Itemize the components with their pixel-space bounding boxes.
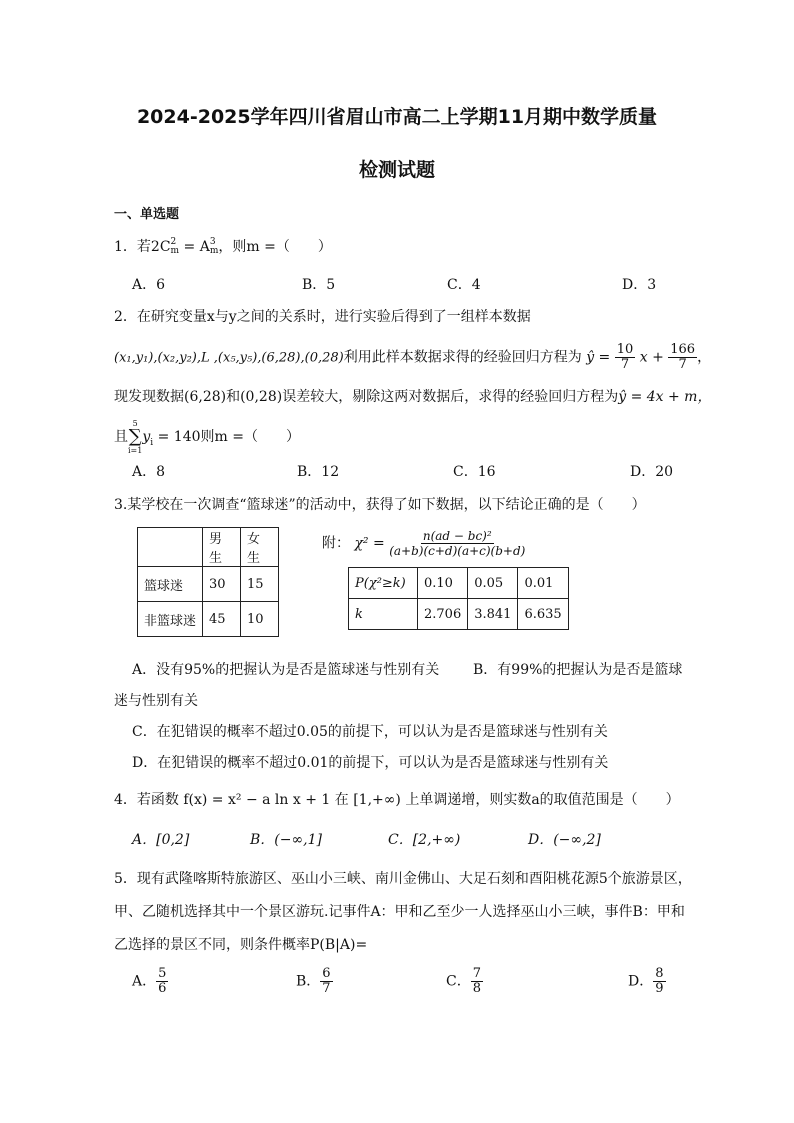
title-line-2: 检测试题 bbox=[358, 159, 435, 181]
q1-option-b: B．5 bbox=[302, 277, 336, 293]
q3-option-c: C．在犯错误的概率不超过0.05的前提下，可以认为是否是篮球迷与性别有关 bbox=[132, 724, 608, 740]
q3-chi-formula: 附： χ² = $\frac{\text{n(ad − bc)²}}{(a+b)(c+d)(a+c)(b+d)}$ bbox=[322, 529, 526, 558]
q5-line-1: 5．现有武隆喀斯特旅游区、巫山小三峡、南川金佛山、大足石刻和酉阳桃花源5个旅游景区， bbox=[114, 871, 692, 887]
q4-option-d: D．(−∞,2] bbox=[528, 832, 601, 848]
q3-stem: 3.某学校在一次调查“篮球迷”的活动中，获得了如下数据，以下结论正确的是（ ） bbox=[114, 497, 646, 513]
q1-option-c: C．4 bbox=[447, 277, 481, 293]
q3-option-a: A．没有95%的把握认为是否是篮球迷与性别有关 bbox=[132, 662, 440, 678]
q5-line-2: 甲、乙随机选择其中一个景区游玩.记事件A：甲和乙至少一人选择巫山小三峡，事件B：甲和 bbox=[114, 904, 685, 920]
q4-option-a: A．[0,2] bbox=[132, 832, 190, 848]
q5-option-d: D． $\frac{8}{9}$ bbox=[628, 966, 664, 996]
q3-survey-table: 男生 女生 篮球迷 30 15 非篮球迷 45 10 bbox=[137, 527, 279, 637]
q3-option-d: D．在犯错误的概率不超过0.01的前提下，可以认为是否是篮球迷与性别有关 bbox=[132, 755, 609, 771]
q5-option-a: A． $\frac{5}{6}$ bbox=[132, 966, 167, 996]
q3-option-b-continued: 迷与性别有关 bbox=[114, 693, 198, 709]
section-heading: 一、单选题 bbox=[114, 207, 180, 222]
q2-line-3: 现发现数据(6,28)和(0,28)误差较大，剔除这两对数据后，求得的经验回归方程为ŷ = 4x + m， bbox=[114, 389, 712, 405]
q2-line-1: 2．在研究变量x与y之间的关系时，进行实验后得到了一组样本数据 bbox=[114, 309, 531, 325]
q4-option-b: B．(−∞,1] bbox=[250, 832, 322, 848]
q3-critical-value-table: P(χ²≥k) 0.10 0.05 0.01 k 2.706 3.841 6.635 bbox=[348, 567, 569, 630]
q4-option-c: C．[2,+∞) bbox=[388, 832, 461, 848]
q3-option-b: B．有99%的把握认为是否是篮球 bbox=[473, 662, 683, 678]
q5-option-c: C． $\frac{7}{8}$ bbox=[446, 966, 481, 996]
q4-stem: 4．若函数 f(x) = x² − a ln x + 1 在 [1,+∞) 上单调递增，则实数a的取值范围是（ ） bbox=[114, 792, 680, 808]
q2-option-c: C．16 bbox=[453, 464, 496, 480]
q2-option-b: B．12 bbox=[297, 464, 340, 480]
title-line-1: 2024-2025学年四川省眉山市高二上学期11月期中数学质量 bbox=[136, 106, 658, 128]
q2-line-4: 且 5 ∑ i=1 $y_i = 140$则m =（ ） bbox=[114, 419, 300, 455]
q2-option-d: D．20 bbox=[630, 464, 674, 480]
q1-stem: 1．若2C 2 m = A 3 m ，则m =（ ） bbox=[114, 237, 332, 256]
q5-line-3: 乙选择的景区不同，则条件概率P(B|A)= bbox=[114, 937, 368, 953]
q1-option-a: A．6 bbox=[132, 277, 166, 293]
q5-option-b: B． $\frac{6}{7}$ bbox=[296, 966, 331, 996]
q2-option-a: A．8 bbox=[132, 464, 166, 480]
q1-option-d: D．3 bbox=[622, 277, 657, 293]
q2-line-2: (x₁,y₁),(x₂,y₂),L ,(x₅,y₅),(6,28),(0,28)利用此样本数据求得的经验回归方程为 ŷ = $\frac{10}{7}$ x + $\frac{166}{7}$ ， bbox=[114, 342, 712, 372]
